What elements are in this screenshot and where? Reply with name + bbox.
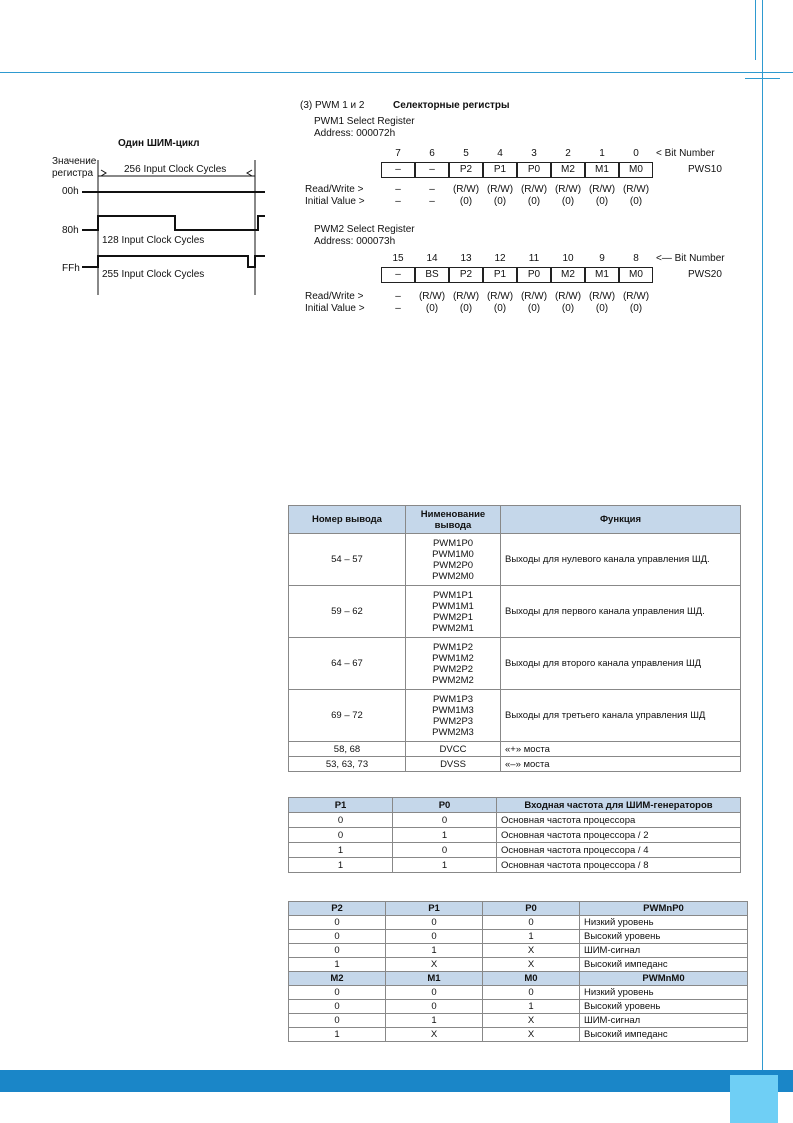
cell: 0 bbox=[386, 930, 483, 944]
cell: 0 bbox=[289, 986, 386, 1000]
pin-function: Выходы для первого канала управления ШД. bbox=[501, 586, 741, 638]
reg2-name: PWM2 Select Register bbox=[314, 224, 415, 235]
cell: 0 bbox=[289, 828, 393, 843]
bitnum: 1 bbox=[599, 148, 605, 159]
rw-label: Read/Write bbox=[305, 291, 355, 302]
pin-name: PWM2M1 bbox=[432, 622, 474, 634]
init-value: – bbox=[395, 303, 401, 314]
level-80h: 80h bbox=[62, 225, 79, 236]
table-row bbox=[289, 944, 748, 958]
label-128-cycles: 128 Input Clock Cycles bbox=[102, 235, 205, 246]
table-row bbox=[289, 828, 741, 843]
bitnum: 9 bbox=[599, 253, 605, 264]
bit-number-label: Bit Number bbox=[664, 148, 715, 159]
cell: Высокий уровень bbox=[580, 1000, 748, 1014]
init-value: (0) bbox=[527, 196, 541, 207]
cell: X bbox=[386, 958, 483, 972]
rw-value: – bbox=[395, 184, 401, 195]
reg1-rw-label: Read/Write > bbox=[305, 184, 364, 195]
level-header-m1: M1 bbox=[386, 972, 483, 986]
pin-name: PWM1M0 bbox=[432, 548, 474, 560]
freq-header-desc: Входная частота для ШИМ-генераторов bbox=[497, 798, 741, 813]
rw-value: (R/W) bbox=[554, 291, 582, 302]
reg1-bit: P0 bbox=[517, 162, 551, 178]
cell: 1 bbox=[386, 944, 483, 958]
cell: 0 bbox=[483, 986, 580, 1000]
table-row bbox=[289, 1028, 748, 1042]
pin-names bbox=[406, 690, 501, 742]
cell: Основная частота процессора / 8 bbox=[497, 858, 741, 873]
table-row bbox=[289, 986, 748, 1000]
cell: 1 bbox=[289, 958, 386, 972]
reg1-reg-name: PWS10 bbox=[688, 164, 722, 175]
top-right-vrule bbox=[755, 0, 756, 60]
cell: 0 bbox=[289, 916, 386, 930]
page-tab bbox=[730, 1075, 778, 1123]
reg2-bit: P2 bbox=[449, 267, 483, 283]
cell: Высокий уровень bbox=[580, 930, 748, 944]
table-row bbox=[289, 916, 748, 930]
table-row bbox=[289, 742, 741, 757]
pin-function: «+» моста bbox=[501, 742, 741, 757]
init-value: (0) bbox=[595, 196, 609, 207]
reg2-rw-label: Read/Write > bbox=[305, 291, 364, 302]
bitnum: 7 bbox=[395, 148, 401, 159]
pin-function: «–» моста bbox=[501, 757, 741, 772]
cell: 0 bbox=[289, 944, 386, 958]
init-value: (0) bbox=[459, 303, 473, 314]
bitnum: 3 bbox=[531, 148, 537, 159]
bitnum: 4 bbox=[497, 148, 503, 159]
reg2-bit: P1 bbox=[483, 267, 517, 283]
table-row bbox=[289, 1014, 748, 1028]
init-value: – bbox=[429, 196, 435, 207]
reg2-bit: M2 bbox=[551, 267, 585, 283]
init-value: (0) bbox=[493, 303, 507, 314]
cell: Высокий импеданс bbox=[580, 1028, 748, 1042]
cell: Низкий уровень bbox=[580, 916, 748, 930]
reg1-name: PWM1 Select Register bbox=[314, 116, 415, 127]
cell: 0 bbox=[289, 1014, 386, 1028]
cell: 1 bbox=[393, 828, 497, 843]
cell: 0 bbox=[386, 986, 483, 1000]
bitnum: 8 bbox=[633, 253, 639, 264]
init-value: (0) bbox=[425, 303, 439, 314]
cell: ШИМ-сигнал bbox=[580, 1014, 748, 1028]
pin-number: 54 – 57 bbox=[289, 534, 406, 586]
reg1-address: Address: 000072h bbox=[314, 128, 396, 139]
cell: ШИМ-сигнал bbox=[580, 944, 748, 958]
init-label: Initial Value bbox=[305, 196, 356, 207]
pwm-heading: (3) PWM 1 и 2 bbox=[300, 100, 365, 111]
init-value: (0) bbox=[561, 196, 575, 207]
cell: 0 bbox=[289, 813, 393, 828]
init-value: – bbox=[395, 196, 401, 207]
rw-value: (R/W) bbox=[622, 291, 650, 302]
pin-name: PWM2M3 bbox=[432, 726, 474, 738]
pin-function: Выходы для третьего канала управления ШД bbox=[501, 690, 741, 742]
reg1-bit: M2 bbox=[551, 162, 585, 178]
cell: 0 bbox=[289, 930, 386, 944]
pin-name: PWM1P2 bbox=[432, 641, 474, 653]
cell: Низкий уровень bbox=[580, 986, 748, 1000]
table-row bbox=[289, 1000, 748, 1014]
reg1-bit: M0 bbox=[619, 162, 653, 178]
reg1-bit: P2 bbox=[449, 162, 483, 178]
pin-name: PWM2M0 bbox=[432, 570, 474, 582]
cell: 0 bbox=[386, 1000, 483, 1014]
level-header-m0: M0 bbox=[483, 972, 580, 986]
pin-number: 58, 68 bbox=[289, 742, 406, 757]
table-row bbox=[289, 958, 748, 972]
init-value: (0) bbox=[629, 303, 643, 314]
bitnum: 15 bbox=[392, 253, 404, 264]
cell: 0 bbox=[483, 916, 580, 930]
pin-name: PWM2M2 bbox=[432, 674, 474, 686]
cell: Основная частота процессора bbox=[497, 813, 741, 828]
bitnum: 5 bbox=[463, 148, 469, 159]
cell: 1 bbox=[289, 1028, 386, 1042]
init-label: Initial Value bbox=[305, 303, 356, 314]
pins-header-func: Функция bbox=[501, 506, 741, 534]
cell: X bbox=[483, 1014, 580, 1028]
reg2-bit: – bbox=[381, 267, 415, 283]
pin-name: PWM2P2 bbox=[432, 663, 474, 675]
pin-function: Выходы для нулевого канала управления ШД. bbox=[501, 534, 741, 586]
cell: 0 bbox=[393, 843, 497, 858]
rw-value: – bbox=[429, 184, 435, 195]
cell: 0 bbox=[289, 1000, 386, 1014]
freq-table bbox=[288, 797, 741, 873]
reg2-reg-name: PWS20 bbox=[688, 269, 722, 280]
reg1-bit: – bbox=[381, 162, 415, 178]
cell: Основная частота процессора / 4 bbox=[497, 843, 741, 858]
reg2-bit-number-label: <— Bit Number bbox=[656, 253, 725, 264]
table-row bbox=[289, 757, 741, 772]
timing-title: Один ШИМ-цикл bbox=[118, 138, 200, 149]
table-row bbox=[289, 843, 741, 858]
bitnum: 12 bbox=[494, 253, 506, 264]
rw-value: (R/W) bbox=[520, 291, 548, 302]
rw-label: Read/Write bbox=[305, 184, 355, 195]
pwm-heading-right: Селекторные регистры bbox=[393, 100, 510, 111]
rw-value: – bbox=[395, 291, 401, 302]
pin-name: PWM2P3 bbox=[432, 715, 474, 727]
cell: 1 bbox=[289, 843, 393, 858]
level-header-m2: M2 bbox=[289, 972, 386, 986]
cycle-label: 256 Input Clock Cycles bbox=[124, 164, 227, 175]
reg2-bit: M0 bbox=[619, 267, 653, 283]
cell: Основная частота процессора / 2 bbox=[497, 828, 741, 843]
level-ffh: FFh bbox=[62, 263, 80, 274]
cell: X bbox=[483, 958, 580, 972]
rw-value: (R/W) bbox=[452, 291, 480, 302]
cell: 1 bbox=[393, 858, 497, 873]
rw-value: (R/W) bbox=[588, 291, 616, 302]
table-row bbox=[289, 586, 741, 638]
cell: X bbox=[483, 1028, 580, 1042]
reg1-bit-number-label: < Bit Number bbox=[656, 148, 715, 159]
bitnum: 11 bbox=[528, 253, 540, 264]
reg1-bit: P1 bbox=[483, 162, 517, 178]
table-row bbox=[289, 858, 741, 873]
cell: 1 bbox=[386, 1014, 483, 1028]
init-value: (0) bbox=[595, 303, 609, 314]
pin-name: PWM1M2 bbox=[432, 652, 474, 664]
pins-header-name: Нименование вывода bbox=[406, 506, 501, 534]
level-header-pwmnp0: PWMnP0 bbox=[580, 902, 748, 916]
level-header-p0: P0 bbox=[483, 902, 580, 916]
cell: 0 bbox=[393, 813, 497, 828]
cell: Высокий импеданс bbox=[580, 958, 748, 972]
level-header-p2: P2 bbox=[289, 902, 386, 916]
bitnum: 10 bbox=[562, 253, 574, 264]
reg2-bit: M1 bbox=[585, 267, 619, 283]
pin-name: PWM2P1 bbox=[432, 611, 474, 623]
pin-name: PWM1P3 bbox=[432, 693, 474, 705]
rw-value: (R/W) bbox=[486, 184, 514, 195]
rw-value: (R/W) bbox=[554, 184, 582, 195]
init-value: (0) bbox=[459, 196, 473, 207]
freq-header-p0: P0 bbox=[393, 798, 497, 813]
reg1-bit: – bbox=[415, 162, 449, 178]
pin-name: DVCC bbox=[406, 742, 501, 757]
cell: 1 bbox=[483, 1000, 580, 1014]
pin-name: PWM1M3 bbox=[432, 704, 474, 716]
init-value: (0) bbox=[527, 303, 541, 314]
timing-ylabel-1: Значение bbox=[52, 156, 97, 167]
pin-number: 64 – 67 bbox=[289, 638, 406, 690]
rw-value: (R/W) bbox=[418, 291, 446, 302]
bitnum: 13 bbox=[460, 253, 472, 264]
rw-value: (R/W) bbox=[588, 184, 616, 195]
rw-value: (R/W) bbox=[622, 184, 650, 195]
pin-name: DVSS bbox=[406, 757, 501, 772]
table-row bbox=[289, 930, 748, 944]
rw-value: (R/W) bbox=[486, 291, 514, 302]
pin-names bbox=[406, 638, 501, 690]
timing-waveforms bbox=[80, 160, 270, 300]
pin-name: PWM2P0 bbox=[432, 559, 474, 571]
pin-number: 69 – 72 bbox=[289, 690, 406, 742]
reg1-init-label: Initial Value > bbox=[305, 196, 365, 207]
cell: X bbox=[386, 1028, 483, 1042]
pin-name: PWM1P0 bbox=[432, 537, 474, 549]
pin-number: 53, 63, 73 bbox=[289, 757, 406, 772]
table-row bbox=[289, 534, 741, 586]
table-row bbox=[289, 690, 741, 742]
label-255-cycles: 255 Input Clock Cycles bbox=[102, 269, 205, 280]
level-00h: 00h bbox=[62, 186, 79, 197]
pin-number: 59 – 62 bbox=[289, 586, 406, 638]
pins-header-num: Номер вывода bbox=[289, 506, 406, 534]
reg2-address: Address: 000073h bbox=[314, 236, 396, 247]
pin-names bbox=[406, 586, 501, 638]
cell: X bbox=[483, 944, 580, 958]
bitnum: 6 bbox=[429, 148, 435, 159]
bitnum: 0 bbox=[633, 148, 639, 159]
bitnum: 14 bbox=[426, 253, 438, 264]
reg2-bit: BS bbox=[415, 267, 449, 283]
pin-name: PWM1M1 bbox=[432, 600, 474, 612]
pin-name: PWM1P1 bbox=[432, 589, 474, 601]
init-value: (0) bbox=[629, 196, 643, 207]
cell: 1 bbox=[483, 930, 580, 944]
cell: 0 bbox=[386, 916, 483, 930]
init-value: (0) bbox=[561, 303, 575, 314]
top-rule bbox=[0, 72, 793, 73]
pin-names bbox=[406, 534, 501, 586]
bit-number-label: Bit Number bbox=[674, 253, 725, 264]
table-row bbox=[289, 813, 741, 828]
rw-value: (R/W) bbox=[520, 184, 548, 195]
timing-ylabel-2: регистра bbox=[52, 168, 94, 179]
pin-function: Выходы для второго канала управления ШД bbox=[501, 638, 741, 690]
level-header-pwmnm0: PWMnM0 bbox=[580, 972, 748, 986]
level-header-p1: P1 bbox=[386, 902, 483, 916]
pins-table bbox=[288, 505, 741, 772]
bottom-bar bbox=[0, 1070, 793, 1092]
right-rule bbox=[762, 0, 763, 1070]
rw-value: (R/W) bbox=[452, 184, 480, 195]
init-value: (0) bbox=[493, 196, 507, 207]
reg2-bit: P0 bbox=[517, 267, 551, 283]
table-row bbox=[289, 638, 741, 690]
bitnum: 2 bbox=[565, 148, 571, 159]
freq-header-p1: P1 bbox=[289, 798, 393, 813]
cell: 1 bbox=[289, 858, 393, 873]
reg2-init-label: Initial Value > bbox=[305, 303, 365, 314]
reg1-bit: M1 bbox=[585, 162, 619, 178]
level-table bbox=[288, 901, 748, 1042]
